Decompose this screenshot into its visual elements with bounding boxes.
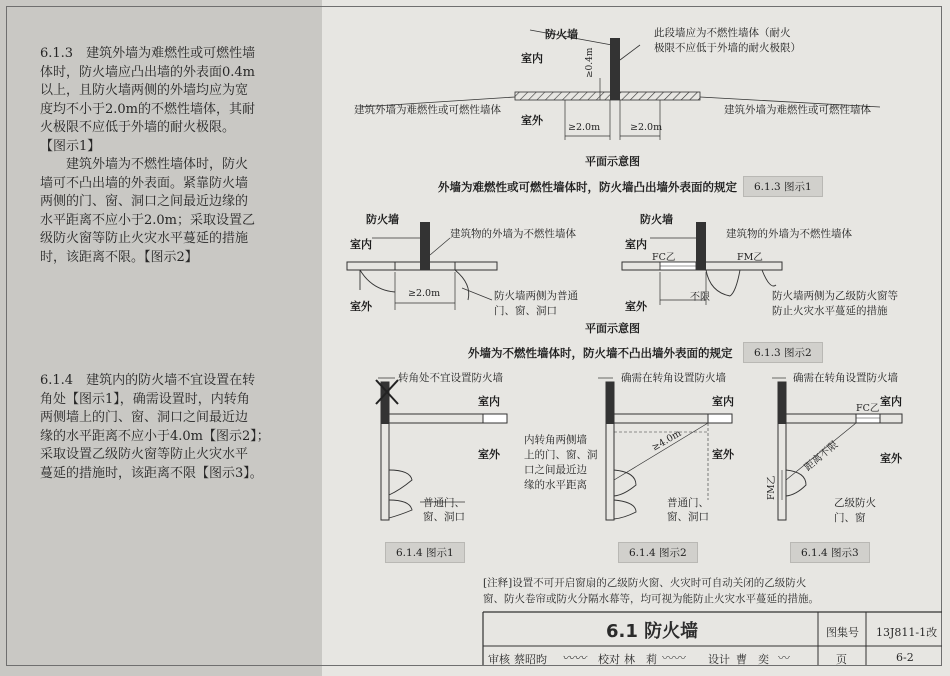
paragraph-line: 6.1.3 建筑外墙为难燃性或可燃性墙 (40, 46, 256, 61)
fig3c-indoor: 室内 (880, 395, 902, 408)
fig3c-unlimited: 距离不限 (802, 439, 841, 474)
paragraph-line: 缘的水平距离不应小于4.0m【图示2】； (40, 428, 270, 444)
atlas-number: 13J811-1改 (876, 626, 938, 639)
fig3b-tag: 6.1.4 图示2 (618, 542, 698, 563)
fig1-dim-left: ≥2.0m (568, 122, 601, 133)
fig2a-ext-label: 建筑物的外墙为不燃性墙体 (450, 228, 576, 240)
paragraph-line: 6.1.4 建筑内的防火墙不宜设置在转 (40, 373, 256, 388)
fig3b-dim: ≥4.0m (650, 427, 684, 454)
fig2a-openings: 防火墙两侧为普通 门、窗、洞口 (494, 290, 578, 317)
fig1-outdoor: 室外 (521, 114, 543, 127)
fig2b-unlimited: 不限 (690, 292, 710, 303)
paragraph-line: 体时，防火墙应凸出墙的外表面0.4m (40, 64, 256, 80)
fig3c-fc: FC乙 (856, 403, 880, 414)
fig2-plan-label: 平面示意图 (585, 322, 640, 335)
figure-6-1-3-1 (360, 30, 880, 140)
fig1-caption: 外墙为难燃性或可燃性墙体时，防火墙凸出墙外表面的规定 (438, 180, 737, 194)
fig2-caption: 外墙为不燃性墙体时，防火墙不凸出墙外表面的规定 (468, 346, 733, 360)
paragraph-line: 两侧的门、窗、洞口之间最近边缘的 (40, 194, 249, 209)
fig3a-openings: 普通门、 窗、洞口 (423, 497, 465, 523)
fig1-right-wall-label: 建筑外墙为难燃性或可燃性墙体 (724, 104, 871, 116)
fig3c-window: 乙级防火 门、窗 (834, 497, 876, 524)
fig3a-tag: 6.1.4 图示1 (385, 542, 465, 563)
fig1-firewall-label: 防火墙 (545, 28, 578, 41)
checker-signature: 〰〰 (662, 651, 687, 665)
fig1-dim-right: ≥2.0m (630, 122, 663, 133)
fig3c-title: 确需在转角设置防火墙 (793, 372, 898, 384)
reviewer-name: 蔡昭昀 (514, 653, 547, 666)
firewall-column (610, 38, 620, 100)
fig3b-explain: 内转角两侧墙 上的门、窗、洞 口之间最近边 缘的水平距离 (524, 434, 598, 491)
designer-name: 曹 奕 (736, 653, 769, 666)
paragraph-line: 级防火窗等防止火灾水平蔓延的措施 (40, 231, 249, 246)
fig2b-fc: FC乙 (652, 252, 676, 263)
fig2b-outdoor: 室外 (625, 300, 647, 313)
fig2a-firewall-label: 防火墙 (366, 213, 399, 226)
fig3a-outdoor: 室外 (478, 448, 500, 461)
fig2b-indoor: 室内 (625, 238, 647, 251)
paragraph-line: 采取设置乙级防火窗等防止火灾水平 (40, 447, 249, 462)
fig2a-dim: ≥2.0m (408, 288, 441, 299)
page-label: 页 (836, 653, 847, 666)
paragraph-line: 建筑外墙为不燃性墙体时，防火 (40, 157, 249, 172)
paragraph-line: 度均不小于2.0m的不燃性墙体，其耐 (40, 101, 256, 117)
paragraph-line: 墙可不凸出墙的外表面。紧靠防火墙 (40, 175, 249, 191)
checker-name: 林 莉 (624, 653, 657, 666)
footnote: [注释]设置不可开启窗扇的乙级防火窗、火灾时可自动关闭的乙级防火 窗、防火卷帘或防火分隔水幕等，均可视为能防止火灾水平蔓延的措施。 (483, 577, 819, 605)
fig1-indoor: 室内 (521, 52, 543, 65)
review-label: 审核 (488, 653, 510, 666)
fig2a-outdoor: 室外 (350, 300, 372, 313)
paragraph-line: 时，该距离不限。【图示2】 (40, 249, 198, 265)
paragraph-line: 以上，且防火墙两侧的外墙均应为宽 (40, 83, 249, 98)
paragraph-line: 两侧墙上的门、窗、洞口之间最近边 (40, 410, 249, 425)
design-label: 设计 (708, 653, 730, 666)
reviewer-signature: 〰〰 (562, 651, 587, 665)
fig3a-title: 转角处不宜设置防火墙 (398, 372, 503, 384)
fig2-tag: 6.1.3 图示2 (743, 342, 823, 363)
fig1-dim-04: ≥0.4m (585, 47, 595, 78)
paragraph-line: 蔓延的措施时，该距离不限【图示3】。 (40, 465, 263, 481)
fig3b-openings: 普通门、 窗、洞口 (667, 497, 709, 523)
fig2a-indoor: 室内 (350, 238, 372, 251)
check-label: 校对 (598, 653, 620, 666)
designer-signature: 〰 (778, 651, 791, 665)
fig3c-fm: FM乙 (767, 475, 777, 500)
fig3c-outdoor: 室外 (880, 452, 902, 465)
fig2b-fm: FM乙 (737, 252, 763, 263)
fig1-plan-label: 平面示意图 (585, 155, 640, 168)
fig3a-indoor: 室内 (478, 395, 500, 408)
atlas-label: 图集号 (826, 626, 859, 639)
paragraph-line: 角处【图示1】，确需设置时，内转角 (40, 391, 250, 407)
hatched-wall (515, 92, 700, 100)
fig3c-tag: 6.1.4 图示3 (790, 542, 870, 563)
fig3b-indoor: 室内 (712, 395, 734, 408)
fig2b-measure: 防火墙两侧为乙级防火窗等 防止火灾水平蔓延的措施 (772, 290, 898, 317)
fig3b-outdoor: 室外 (712, 448, 734, 461)
paragraph-line: 水平距离不应小于2.0m；采取设置乙 (40, 212, 256, 228)
fig3b-title: 确需在转角设置防火墙 (621, 372, 726, 384)
page-number: 6-2 (896, 651, 914, 664)
fig2b-firewall-label: 防火墙 (640, 213, 673, 226)
paragraph-line: 火极限不应低于外墙的耐火极限。 (40, 120, 236, 135)
fig1-left-wall-label: 建筑外墙为难燃性或可燃性墙体 (354, 104, 501, 116)
fig2b-ext-label: 建筑物的外墙为不燃性墙体 (726, 228, 852, 240)
page-title: 6.1 防火墙 (606, 621, 699, 642)
fig1-note: 此段墙应为不燃性墙体（耐火 极限不应低于外墙的耐火极限） (654, 27, 801, 54)
paragraph-line: 【图示1】 (40, 138, 101, 154)
fig1-tag: 6.1.3 图示1 (743, 176, 823, 197)
